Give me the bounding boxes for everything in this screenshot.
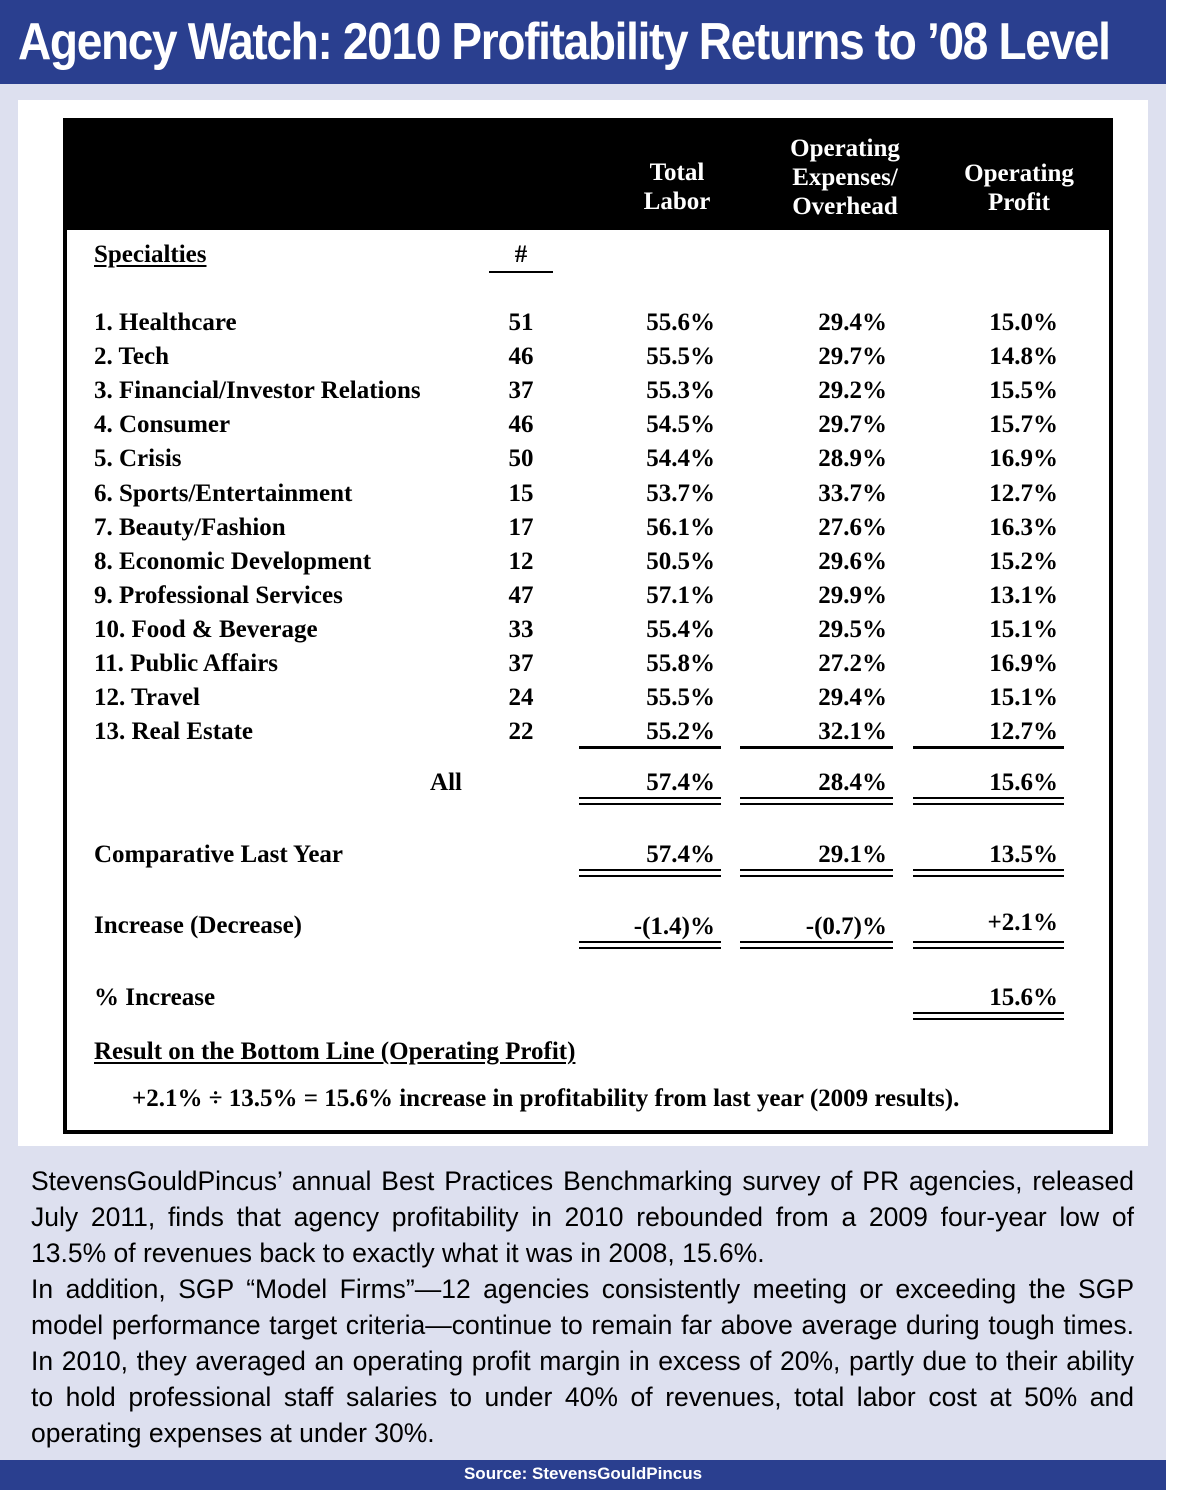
- specialty-count: 50: [508, 445, 534, 473]
- specialty-operating-expenses: 27.6%: [818, 513, 887, 541]
- specialty-operating-profit: 15.7%: [989, 411, 1058, 439]
- specialty-operating-expenses: 29.4%: [818, 309, 887, 336]
- count-heading-rule: [489, 271, 553, 273]
- specialty-name: 6. Sports/Entertainment: [94, 479, 353, 507]
- specialty-total-labor: 55.6%: [646, 309, 715, 336]
- specialty-operating-expenses: 29.5%: [818, 615, 887, 643]
- specialty-operating-profit: 15.1%: [989, 615, 1058, 643]
- title-banner: [0, 0, 1166, 84]
- pct-increase-profit: 15.6%: [989, 984, 1058, 1011]
- specialty-operating-profit: 15.0%: [989, 309, 1058, 336]
- specialties-heading: Specialties: [94, 241, 207, 268]
- header-opex-line-2: Expenses/: [792, 164, 898, 191]
- specialty-operating-expenses: 29.7%: [818, 411, 887, 439]
- all-label: All: [430, 769, 462, 796]
- header-total-labor-line-2: Labor: [643, 188, 711, 215]
- specialty-count: 37: [508, 650, 534, 677]
- header-total-labor-line-1: Total: [649, 159, 705, 186]
- labor-rule: [579, 746, 721, 749]
- specialty-count: 22: [508, 718, 534, 746]
- specialty-operating-profit: 16.9%: [989, 650, 1058, 677]
- specialty-count: 15: [508, 479, 534, 507]
- specialty-name: 7. Beauty/Fashion: [94, 513, 286, 541]
- last-year-opex: 29.1%: [818, 841, 887, 868]
- source-credit: Source: StevensGouldPincus: [463, 1464, 703, 1483]
- last-year-profit: 13.5%: [989, 841, 1058, 868]
- specialty-name: 13. Real Estate: [94, 718, 253, 746]
- specialty-operating-profit: 15.5%: [989, 377, 1058, 405]
- specialty-name: 5. Crisis: [94, 445, 182, 473]
- specialty-count: 37: [508, 377, 534, 405]
- header-profit-line-1: Operating: [964, 160, 1074, 187]
- result-formula: +2.1% ÷ 13.5% = 15.6% increase in profitability from last year (2009 results).: [132, 1085, 960, 1112]
- specialty-total-labor: 50.5%: [646, 547, 715, 575]
- last-year-labor: 57.4%: [646, 841, 715, 868]
- specialty-name: 11. Public Affairs: [94, 650, 279, 677]
- change-label: Increase (Decrease): [94, 912, 303, 939]
- change-labor-double-rule: [579, 941, 721, 949]
- specialty-operating-expenses: 33.7%: [818, 479, 887, 507]
- description-paragraph-2: In addition, SGP “Model Firms”—12 agencies consistently meeting or exceeding the SGP model performance target criteria—continue to remain far above average during tough times. In 2010, they averaged an operating profit margin in excess of 20%, partly due to their ability to hold professional staff salaries to under 40% of revenues, total labor cost at 50% and operating expenses at under 30%.: [31, 1274, 1134, 1448]
- specialty-operating-expenses: 29.2%: [818, 377, 887, 405]
- specialty-operating-profit: 15.2%: [989, 547, 1058, 575]
- header-profit-line-2: Profit: [987, 189, 1050, 216]
- specialty-operating-profit: 16.9%: [989, 445, 1058, 473]
- specialty-count: 51: [508, 309, 534, 336]
- all-profit: 15.6%: [989, 769, 1058, 796]
- all-opex: 28.4%: [818, 769, 887, 796]
- specialty-total-labor: 55.3%: [646, 377, 715, 405]
- specialty-count: 24: [508, 684, 534, 712]
- last-year-opex-double-rule: [740, 869, 893, 877]
- specialty-total-labor: 55.5%: [646, 684, 715, 712]
- specialty-operating-profit: 16.3%: [989, 513, 1058, 541]
- specialty-operating-profit: 13.1%: [989, 581, 1058, 609]
- source-banner: [0, 1460, 1166, 1490]
- specialty-total-labor: 53.7%: [646, 479, 715, 507]
- header-opex-line-1: Operating: [790, 135, 900, 162]
- specialty-total-labor: 55.4%: [646, 615, 715, 643]
- all-profit-double-rule: [913, 797, 1064, 805]
- change-opex: -(0.7)%: [805, 913, 887, 940]
- specialty-total-labor: 54.5%: [646, 411, 715, 439]
- specialty-operating-expenses: 28.9%: [818, 445, 887, 473]
- specialty-total-labor: 54.4%: [646, 445, 715, 473]
- opex-rule: [740, 746, 893, 749]
- description-paragraph-1: StevensGouldPincus’ annual Best Practices Benchmarking survey of PR agencies, released July 2011, finds that agency profitability in 2010 rebounded from a 2009 four-year low of 13.5% of revenues back to exactly what it was in 2008, 15.6%.: [31, 1166, 1134, 1268]
- last-year-label: Comparative Last Year: [94, 841, 344, 868]
- header-opex-line-3: Overhead: [792, 193, 898, 220]
- specialty-operating-profit: 12.7%: [989, 718, 1058, 746]
- specialty-operating-expenses: 29.6%: [818, 547, 887, 575]
- specialty-total-labor: 55.2%: [646, 718, 715, 746]
- specialty-name: 12. Travel: [94, 684, 201, 712]
- page-title: Agency Watch: 2010 Profitability Returns to ’08 Level: [18, 13, 1110, 71]
- specialty-operating-expenses: 29.7%: [818, 343, 887, 371]
- specialty-count: 46: [508, 411, 534, 439]
- change-profit-double-rule: [913, 941, 1064, 949]
- specialty-name: 4. Consumer: [94, 411, 231, 439]
- header-total-labor: [612, 158, 742, 216]
- change-labor: -(1.4)%: [633, 913, 715, 940]
- specialty-count: 17: [508, 513, 534, 541]
- all-labor: 57.4%: [646, 769, 715, 796]
- specialty-count: 46: [508, 343, 534, 371]
- specialty-total-labor: 57.1%: [646, 581, 715, 609]
- specialty-operating-expenses: 29.9%: [818, 581, 887, 609]
- specialty-count: 33: [508, 615, 534, 643]
- specialty-name: 9. Professional Services: [94, 581, 343, 609]
- profitability-table: [63, 118, 1113, 1134]
- header-operating-expenses: [765, 134, 925, 221]
- specialty-count: 47: [508, 581, 534, 609]
- table-header: [67, 122, 1109, 230]
- specialty-name: 1. Healthcare: [94, 309, 237, 336]
- specialty-name: 3. Financial/Investor Relations: [94, 377, 421, 405]
- specialty-count: 12: [508, 547, 534, 575]
- change-profit: +2.1%: [987, 909, 1058, 936]
- result-heading: Result on the Bottom Line (Operating Profit): [94, 1038, 576, 1065]
- all-labor-double-rule: [579, 797, 721, 805]
- change-opex-double-rule: [740, 941, 893, 949]
- specialty-name: 2. Tech: [94, 343, 170, 371]
- specialty-operating-expenses: 29.4%: [818, 684, 887, 712]
- last-year-labor-double-rule: [579, 869, 721, 877]
- pct-increase-double-rule: [913, 1012, 1064, 1020]
- specialty-operating-profit: 15.1%: [989, 684, 1058, 712]
- specialty-name: 10. Food & Beverage: [94, 615, 318, 643]
- last-year-profit-double-rule: [913, 869, 1064, 877]
- header-operating-profit: [940, 159, 1098, 217]
- description: [31, 1163, 1134, 1451]
- specialty-operating-expenses: 27.2%: [818, 650, 887, 677]
- specialty-operating-profit: 14.8%: [989, 343, 1058, 371]
- specialty-operating-expenses: 32.1%: [818, 718, 887, 746]
- specialty-operating-profit: 12.7%: [989, 479, 1058, 507]
- specialty-name: 8. Economic Development: [94, 547, 372, 575]
- all-opex-double-rule: [740, 797, 893, 805]
- specialty-total-labor: 55.8%: [646, 650, 715, 677]
- specialty-total-labor: 56.1%: [646, 513, 715, 541]
- specialty-total-labor: 55.5%: [646, 343, 715, 371]
- count-heading: #: [514, 241, 528, 268]
- pct-increase-label: % Increase: [94, 984, 216, 1011]
- profit-rule: [913, 746, 1064, 749]
